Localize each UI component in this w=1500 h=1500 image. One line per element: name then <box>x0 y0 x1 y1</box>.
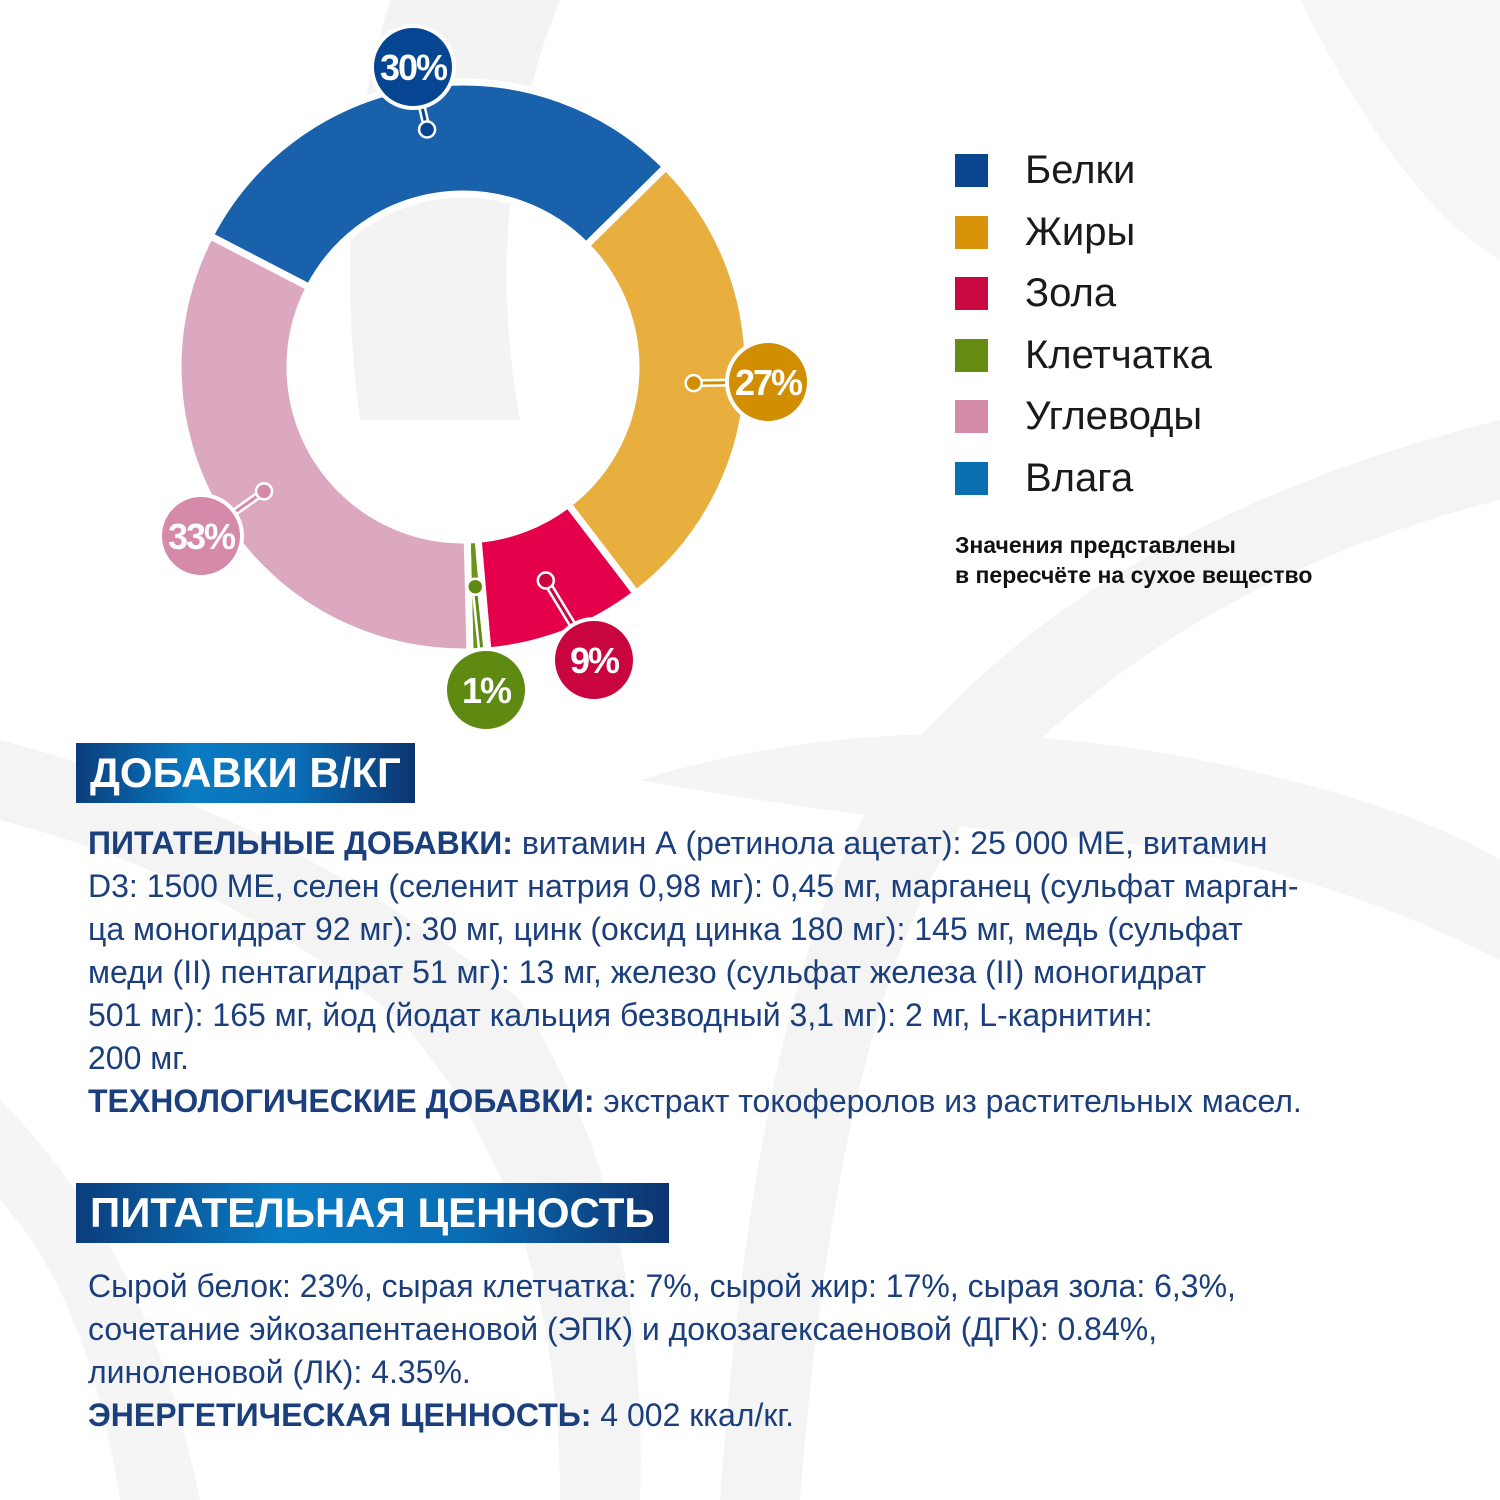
legend-item <box>955 396 1355 436</box>
leader-dot <box>419 122 435 138</box>
legend-label: Углеводы <box>1025 394 1203 438</box>
body-text: D3: 1500 МЕ, селен (селенит натрия 0,98 мг): 0,45 мг, марганец (сульфат марган- <box>88 868 1299 904</box>
bold-label: ЭНЕРГЕТИЧЕСКАЯ ЦЕННОСТЬ: <box>88 1397 592 1433</box>
data-label: 27% <box>734 362 802 403</box>
text-line <box>88 951 1302 994</box>
data-label: 33% <box>167 516 235 557</box>
legend-label: Влага <box>1025 455 1134 500</box>
text-line <box>88 1308 1236 1351</box>
legend-swatch <box>955 216 988 249</box>
text-line <box>88 1394 1236 1437</box>
legend-label: Зола <box>1025 271 1117 315</box>
body-text: 501 мг): 165 мг, йод (йодат кальция безводный 3,1 мг): 2 мг, L-карнитин: <box>88 997 1153 1033</box>
body-text: 200 мг. <box>88 1040 189 1076</box>
text-line <box>88 994 1302 1037</box>
donut-segment-4 <box>178 236 470 652</box>
legend-swatch <box>955 462 988 495</box>
legend-swatch <box>955 339 988 372</box>
legend-swatch <box>955 154 988 187</box>
text-line <box>88 1037 1302 1080</box>
leader-dot <box>538 573 554 589</box>
body-text: 4 002 ккал/кг. <box>591 1397 794 1433</box>
body-text: сочетание эйкозапентаеновой (ЭПК) и докозагексаеновой (ДГК): 0.84%, <box>88 1311 1158 1347</box>
text-line <box>88 865 1302 908</box>
legend-item <box>955 209 1355 254</box>
data-label: 1% <box>461 670 511 711</box>
text-line <box>88 822 1302 865</box>
nutrition-text <box>88 1265 1236 1437</box>
bold-label: ПИТАТЕЛЬНЫЕ ДОБАВКИ: <box>88 825 513 861</box>
leader-dot <box>686 375 702 391</box>
legend-label: Клетчатка <box>1025 332 1213 377</box>
body-text: меди (II) пентагидрат 51 мг): 13 мг, железо (сульфат железа (II) моногидрат <box>88 954 1207 990</box>
legend-item <box>955 150 1355 190</box>
leader-dot <box>467 579 483 595</box>
note-line-1: Значения представлены <box>955 532 1236 558</box>
legend-label: Белки <box>1025 148 1136 192</box>
body-text: Сырой белок: 23%, сырая клетчатка: 7%, сырой жир: 17%, сырая зола: 6,3%, <box>88 1268 1236 1304</box>
text-line <box>88 1080 1302 1123</box>
body-text: витамин А (ретинола ацетат): 25 000 МЕ, витамин <box>512 825 1268 861</box>
legend-label: Жиры <box>1025 209 1136 254</box>
legend-swatch <box>955 400 988 433</box>
body-text: ца моногидрат 92 мг): 30 мг, цинк (оксид цинка 180 мг): 145 мг, медь (сульфат <box>88 911 1243 947</box>
legend-item <box>955 332 1355 377</box>
text-line <box>88 1351 1236 1394</box>
additives-text <box>88 822 1302 1123</box>
data-label: 9% <box>569 640 619 681</box>
note-line-2: в пересчёте на сухое вещество <box>955 562 1313 588</box>
chart-note <box>955 530 1312 590</box>
additives-header: ДОБАВКИ В/КГ <box>76 743 415 803</box>
legend-item <box>955 455 1355 500</box>
legend-swatch <box>955 277 988 310</box>
body-text: экстракт токоферолов из растительных масел. <box>594 1083 1302 1119</box>
data-label: 30% <box>379 47 447 88</box>
bold-label: ТЕХНОЛОГИЧЕСКИЕ ДОБАВКИ: <box>88 1083 595 1119</box>
text-line <box>88 908 1302 951</box>
text-line <box>88 1265 1236 1308</box>
legend-item <box>955 273 1355 313</box>
nutrition-header: ПИТАТЕЛЬНАЯ ЦЕННОСТЬ <box>76 1183 669 1243</box>
leader-dot <box>256 483 272 499</box>
body-text: линоленовой (ЛК): 4.35%. <box>88 1354 471 1390</box>
